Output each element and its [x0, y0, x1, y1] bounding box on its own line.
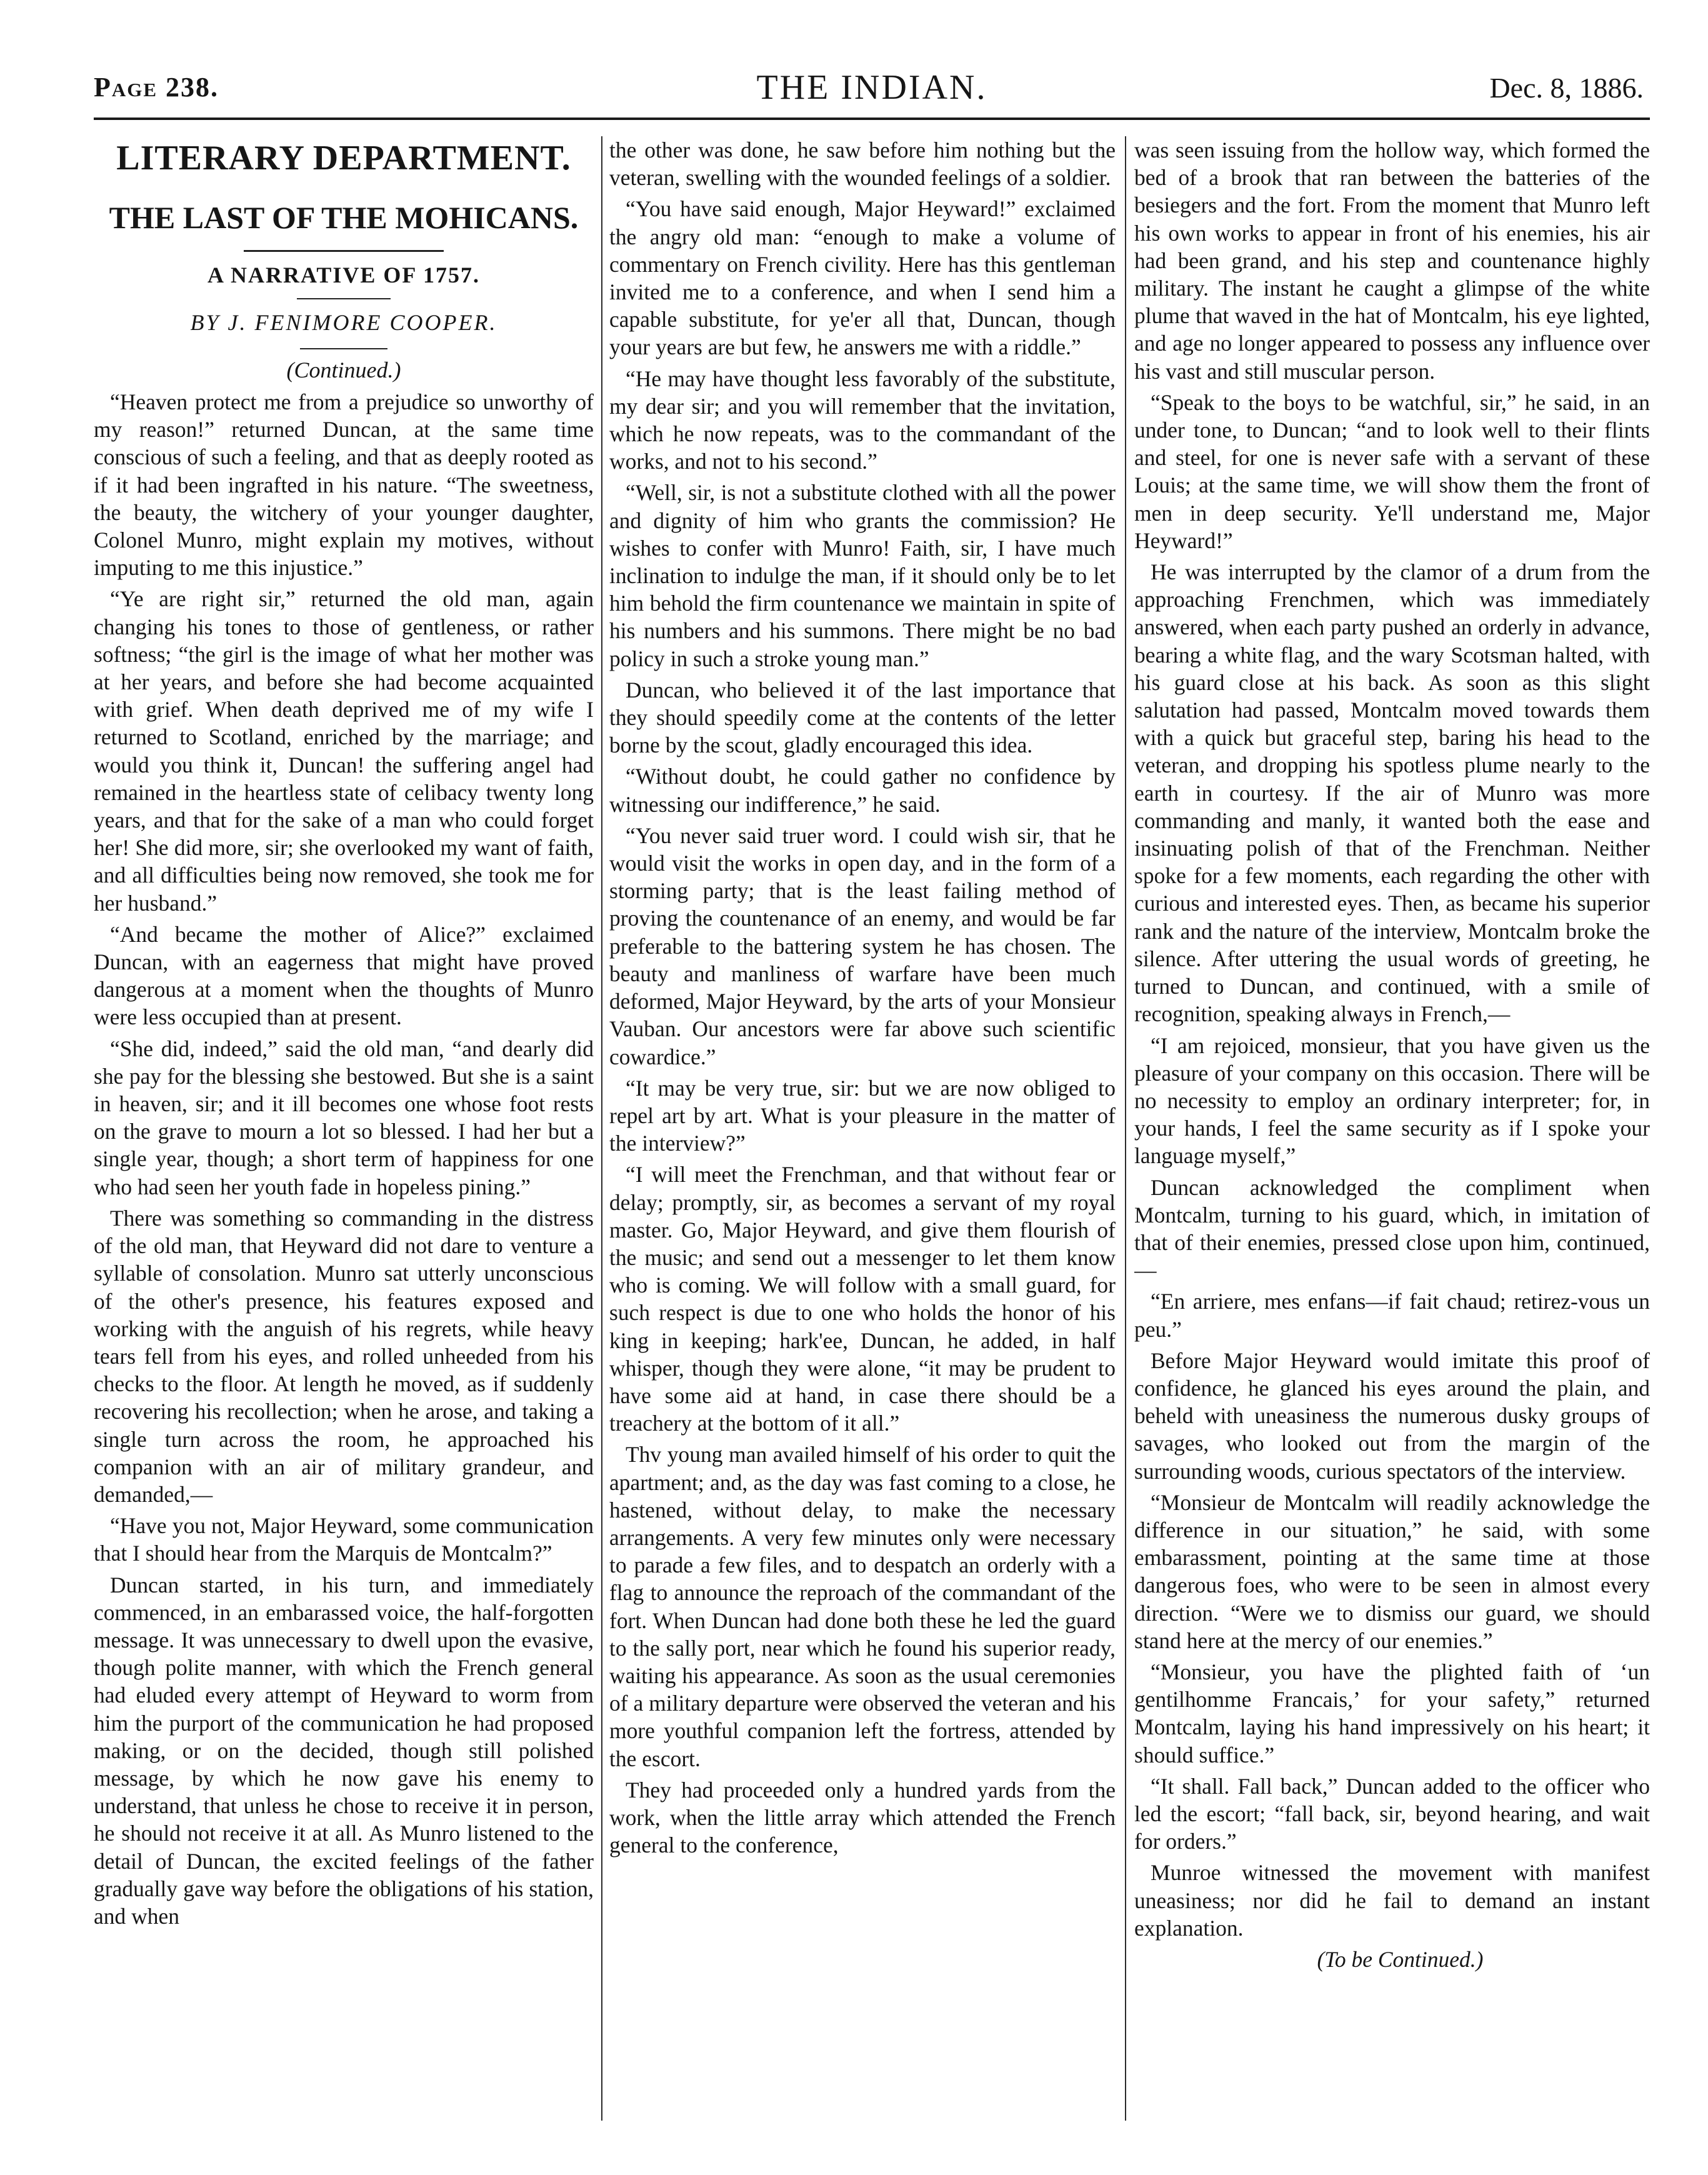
- story-title: THE LAST OF THE MOHICANS.: [109, 200, 579, 235]
- continued-note: (Continued.): [286, 358, 401, 382]
- paragraph: the other was done, he saw before him nothing but the veteran, swelling with the wounded feelings of a soldier.: [609, 138, 1116, 191]
- paragraph: There was something so commanding in the distress of the old man, that Heyward did not dare to venture a syllable of consolation. Munro sat utterly unconscious of the other's presence, his features exposed and working with the anguish of his regrets, while heavy tears fell from his eyes, and rolled unheeded from his checks to the floor. At length he moved, as if suddenly recovering his recollection; when he arose, and taking a single turn across the room, he approached his companion with an air of military grandeur, and demanded,—: [94, 1205, 594, 1507]
- divider: [244, 250, 444, 252]
- paragraph: Thv young man availed himself of his order to quit the apartment; and, as the day was fast coming to a close, he hastened, without delay, to make the necessary arrangements. A very few minutes only were necessary to parade a few files, and to despatch an orderly with a flag to announce the reproach of the commandant of the fort. When Duncan had done both these he led the guard to the sally port, near which he found his superior ready, waiting his appearance. As soon as the usual ceremonies of a military departure were observed the veteran and his more youthful companion left the fortress, attended by the escort.: [609, 1442, 1116, 1771]
- paragraph: “It shall. Fall back,” Duncan added to the officer who led the escort; “fall back, sir, beyond hearing, and wait for orders.”: [1134, 1773, 1650, 1854]
- paragraph: “You never said truer word. I could wish sir, that he would visit the works in open day, and in the form of a storming party; that is the least failing method of proving the countenance of an enemy, and would be far preferable to the battering system he has chosen. The beauty and manliness of warfare have been much deformed, Major Heyward, by the arts of your Monsieur Vauban. Our ancestors were far above such scientific cowardice.”: [609, 822, 1116, 1069]
- paragraph: Before Major Heyward would imitate this proof of confidence, he glanced his eyes around the plain, and beheld with uneasiness the numerous dusky groups of savages, who looked out from the margin of the surrounding woods, curious spectators of the interview.: [1134, 1348, 1650, 1484]
- to-be-continued-note: (To be Continued.): [1317, 1947, 1484, 1972]
- paragraph: Duncan started, in his turn, and immediately commenced, in an embarassed voice, the half-forgotten message. It was unnecessary to dwell upon the evasive, though polite manner, with which the French general had eluded every attempt of Heyward to worm from him the purport of the communication he had proposed making, or on the decided, though still polished message, by which he now gave his enemy to understand, that unless he chose to receive it in person, he should not receive it at all. As Munro listened to the detail of Duncan, the excited feelings of the father gradually gave way before the obligations of his station, and when: [94, 1572, 594, 1929]
- paragraph: “He may have thought less favorably of the substitute, my dear sir; and you will remember that the invitation, which he now repeats, was to the commandant of the works, and not to his second.”: [609, 366, 1116, 474]
- paragraph: “And became the mother of Alice?” exclaimed Duncan, with an eagerness that might have proved dangerous at a moment when the thoughts of Munro were less occupied than at present.: [94, 921, 594, 1030]
- page-number: Page 238.: [94, 72, 219, 102]
- divider: [297, 298, 391, 299]
- column-1: [94, 136, 594, 2121]
- paragraph: “Heaven protect me from a prejudice so unworthy of my reason!” returned Duncan, at the same time conscious of such a feeling, and that as deeply rooted as if it had been ingrafted in his nature. “The sweetness, the beauty, the witchery of your younger daughter, Colonel Munro, might explain my motives, without imputing to me this injustice.”: [94, 389, 594, 581]
- paragraph: “Ye are right sir,” returned the old man, again changing his tones to those of gentleness, or rather softness; “the girl is the image of what her mother was at her years, and before she had become acquainted with grief. When death deprived me of my wife I returned to Scotland, enriched by the marriage; and would you think it, Duncan! the suffering angel had remained in the heartless state of celibacy twenty long years, and that for the sake of a man who could forget her! She did more, sir; she overlooked my want of faith, and all difficulties being now removed, she took me for her husband.”: [94, 586, 594, 916]
- masthead: [94, 68, 1650, 120]
- paragraph: “En arriere, mes enfans—if fait chaud; retirez-vous un peu.”: [1134, 1289, 1650, 1342]
- paragraph: Duncan, who believed it of the last importance that they should speedily come at the contents of the letter borne by the scout, gladly encouraged this idea.: [609, 677, 1116, 758]
- paragraph: Duncan acknowledged the compliment when Montcalm, turning to his guard, which, in imitation of that of their enemies, pressed close upon him, continued,—: [1134, 1174, 1650, 1283]
- paragraph: was seen issuing from the hollow way, which formed the bed of a brook that ran between the batteries of the besiegers and the fort. From the moment that Munro left his own works to appear in front of his enemies, his air had been grand, and his step and countenance highly military. The instant he caught a glimpse of the white plume that waved in the hat of Montcalm, his eye lighted, and age no longer appeared to possess any influence over his vast and still muscular person.: [1134, 138, 1650, 384]
- column-rule: [1125, 136, 1126, 2121]
- paragraph: “I am rejoiced, monsieur, that you have given us the pleasure of your company on this occasion. There will be no necessity to employ an ordinary interpreter; for, in your hands, I feel the same security as if I spoke your language myself,”: [1134, 1032, 1650, 1169]
- issue-date: Dec. 8, 1886.: [1489, 72, 1644, 104]
- story-subtitle: A NARRATIVE OF 1757.: [207, 262, 481, 288]
- column-2: [609, 136, 1116, 2121]
- divider: [300, 348, 387, 349]
- paragraph: “You have said enough, Major Heyward!” exclaimed the angry old man: “enough to make a volume of commentary on French civility. Here has this gentleman invited me to a conference, and when I send him a capable substitute, for ye'er all that, Duncan, though your years are but few, he answers me with a riddle.”: [609, 196, 1116, 360]
- paragraph: Munroe witnessed the movement with manifest uneasiness; nor did he fail to demand an instant explanation.: [1134, 1860, 1650, 1941]
- paragraph: He was interrupted by the clamor of a drum from the approaching Frenchmen, which was immediately answered, when each party pushed an orderly in advance, bearing a white flag, and the wary Scotsman halted, with his guard close at his back. As soon as this slight salutation had passed, Montcalm moved towards them with a quick but graceful step, baring his head to the veteran, and dropping his spotless plume nearly to the earth in courtesy. If the air of Munro was more commanding and manly, it wanted both the ease and insinuating polish of that of the Frenchman. Neither spoke for a few moments, each regarding the other with curious and interested eyes. Then, as became his superior rank and the nature of the interview, Montcalm broke the silence. After uttering the usual words of greeting, he turned to Duncan, and continued, with a smile of recognition, speaking always in French,—: [1134, 559, 1650, 1027]
- paragraph: “Well, sir, is not a substitute clothed with all the power and dignity of him who grants the commission? He wishes to confer with Munro! Faith, sir, I have much inclination to indulge the man, if it should only be to let him behold the firm countenance we maintain in spite of his numbers and his summons. There might be no bad policy in such a stroke young man.”: [609, 480, 1116, 671]
- column-3: [1134, 136, 1650, 2121]
- paragraph: “I will meet the Frenchman, and that without fear or delay; promptly, sir, as becomes a servant of my royal master. Go, Major Heyward, and give them flourish of the music; and send out a messenger to let them know who is coming. We will follow with a small guard, for such respect is due to one who holds the honor of his king in keeping; hark'ee, Duncan, he added, in half whisper, though they were alone, “it may be prudent to have some aid at hand, in case there should be a treachery at the bottom of it all.”: [609, 1162, 1116, 1436]
- department-heading: LITERARY DEPARTMENT.: [116, 139, 571, 178]
- paragraph: “It may be very true, sir: but we are now obliged to repel art by art. What is your pleasure in the matter of the interview?”: [609, 1075, 1116, 1156]
- paragraph: “Without doubt, he could gather no confidence by witnessing our indifference,” he said.: [609, 764, 1116, 817]
- paragraph: “Have you not, Major Heyward, some communication that I should hear from the Marquis de Montcalm?”: [94, 1513, 594, 1566]
- byline: BY J. FENIMORE COOPER.: [190, 310, 497, 335]
- paragraph: They had proceeded only a hundred yards from the work, when the little array which attended the French general to the conference,: [609, 1777, 1116, 1858]
- paragraph: “She did, indeed,” said the old man, “and dearly did she pay for the blessing she bestowed. But she is a saint in heaven, sir; and it ill becomes one whose foot rests on the grave to mourn a lot so blessed. I had her but a single year, though; a short term of happiness for one who had seen her youth fade in hopeless pining.”: [94, 1036, 594, 1199]
- paragraph: “Speak to the boys to be watchful, sir,” he said, in an under tone, to Duncan; “and to look well to their flints and steel, for one is never safe with a servant of these Louis; at the same time, we will show them the front of men in deep security. Ye'll understand me, Major Heyward!”: [1134, 389, 1650, 553]
- paragraph: “Monsieur de Montcalm will readily acknowledge the difference in our situation,” he said, with some embarassment, pointing at the same time at those dangerous foes, who were to be seen in almost every direction. “Were we to dismiss our guard, we should stand here at the mercy of our enemies.”: [1134, 1489, 1650, 1653]
- newspaper-title: THE INDIAN.: [756, 68, 987, 107]
- column-rule: [601, 136, 602, 2121]
- paragraph: “Monsieur, you have the plighted faith of ‘un gentilhomme Francais,’ for your safety,” returned Montcalm, laying his hand impressively on his heart; it should suffice.”: [1134, 1659, 1650, 1768]
